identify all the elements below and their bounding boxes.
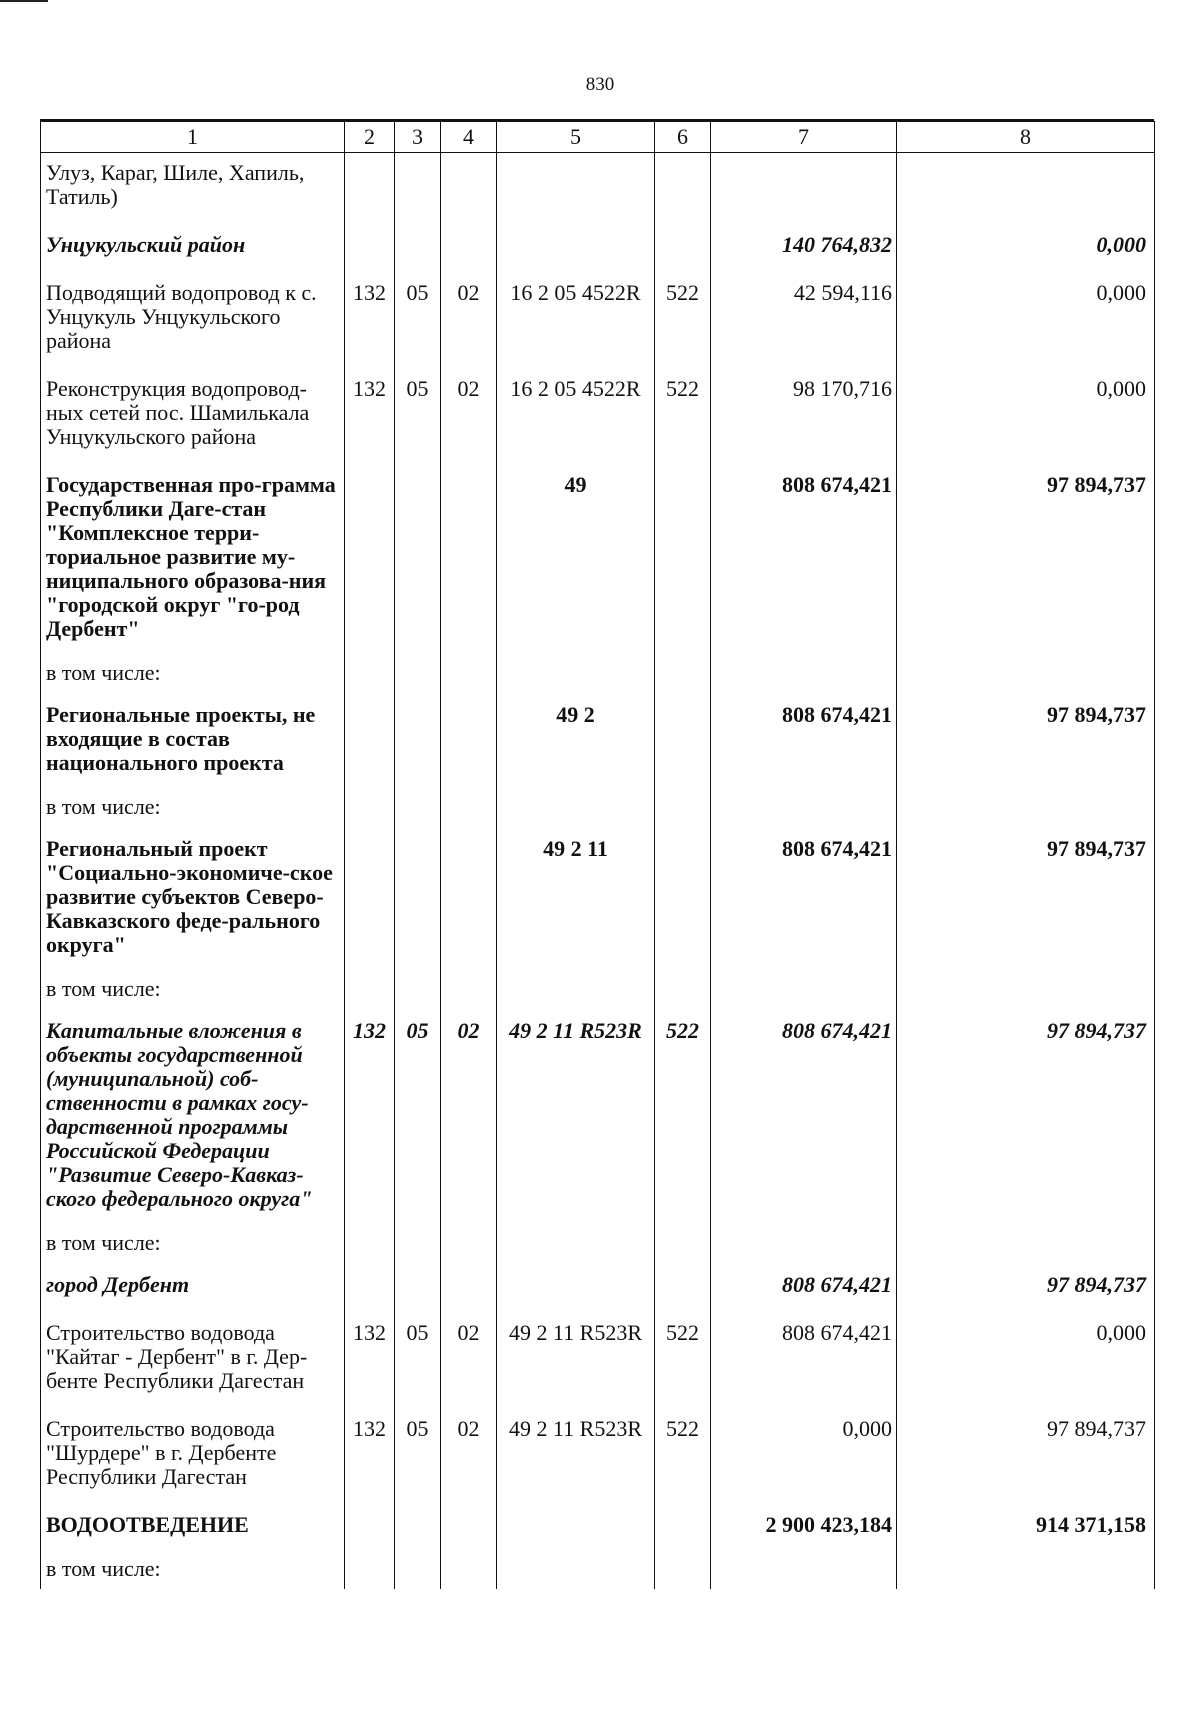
- code-section: 05: [395, 1409, 441, 1505]
- table-row: [41, 465, 1155, 657]
- code-ministry: [345, 1505, 395, 1553]
- code-expense-type: [655, 225, 711, 273]
- row-label: Реконструкция водопровод-ных сетей пос. Шамилькала Унцукульского района: [41, 369, 345, 465]
- code-target-article: 49 2 11 R523R: [497, 1313, 655, 1409]
- row-label: ВОДООТВЕДЕНИЕ: [41, 1505, 345, 1553]
- amount-col-8: 97 894,737: [897, 829, 1155, 973]
- amount-col-7: 140 764,832: [711, 225, 897, 273]
- code-ministry: 132: [345, 1409, 395, 1505]
- code-target-article: 49: [497, 465, 655, 657]
- budget-table: [40, 121, 1155, 1589]
- column-header-8: 8: [897, 122, 1155, 153]
- column-number-row: [41, 122, 1155, 153]
- code-target-article: 49 2 11 R523R: [497, 1409, 655, 1505]
- code-ministry: [345, 791, 395, 829]
- code-subsection: 02: [441, 369, 497, 465]
- code-expense-type: [655, 1553, 711, 1589]
- row-label: город Дербент: [41, 1265, 345, 1313]
- table-row: [41, 1227, 1155, 1265]
- code-subsection: 02: [441, 1409, 497, 1505]
- code-subsection: [441, 153, 497, 226]
- code-expense-type: [655, 465, 711, 657]
- amount-col-8: 0,000: [897, 273, 1155, 369]
- code-section: 05: [395, 1313, 441, 1409]
- code-section: [395, 1553, 441, 1589]
- code-subsection: [441, 1227, 497, 1265]
- code-section: [395, 465, 441, 657]
- code-subsection: 02: [441, 273, 497, 369]
- code-subsection: [441, 829, 497, 973]
- amount-col-8: 914 371,158: [897, 1505, 1155, 1553]
- code-expense-type: 522: [655, 1409, 711, 1505]
- code-subsection: [441, 1505, 497, 1553]
- row-label: Строительство водовода "Шурдере" в г. Дербенте Республики Дагестан: [41, 1409, 345, 1505]
- code-subsection: 02: [441, 1011, 497, 1227]
- amount-col-8: [897, 657, 1155, 695]
- amount-col-8: [897, 153, 1155, 226]
- code-subsection: [441, 657, 497, 695]
- row-label: Государственная про-грамма Республики Даге-стан "Комплексное терри-ториальное развитие му-ниципального образова-ния "городской округ "го-род Дербент": [41, 465, 345, 657]
- amount-col-7: [711, 973, 897, 1011]
- code-expense-type: [655, 153, 711, 226]
- table-row: [41, 695, 1155, 791]
- amount-col-8: [897, 973, 1155, 1011]
- code-expense-type: [655, 1505, 711, 1553]
- column-header-1: 1: [41, 122, 345, 153]
- row-label: Подводящий водопровод к с. Унцукуль Унцукульского района: [41, 273, 345, 369]
- code-ministry: [345, 465, 395, 657]
- code-expense-type: [655, 657, 711, 695]
- amount-col-8: [897, 1227, 1155, 1265]
- code-subsection: [441, 791, 497, 829]
- code-section: [395, 973, 441, 1011]
- code-target-article: [497, 1227, 655, 1265]
- table-row: [41, 1313, 1155, 1409]
- row-label: Строительство водовода "Кайтаг - Дербент" в г. Дер-бенте Республики Дагестан: [41, 1313, 345, 1409]
- code-section: 05: [395, 273, 441, 369]
- code-subsection: [441, 465, 497, 657]
- code-expense-type: 522: [655, 1313, 711, 1409]
- amount-col-7: [711, 1553, 897, 1589]
- code-target-article: 49 2: [497, 695, 655, 791]
- amount-col-7: [711, 153, 897, 226]
- code-target-article: 16 2 05 4522R: [497, 273, 655, 369]
- row-label: в том числе:: [41, 973, 345, 1011]
- code-target-article: [497, 1505, 655, 1553]
- table-row: [41, 1553, 1155, 1589]
- code-target-article: [497, 1553, 655, 1589]
- column-header-7: 7: [711, 122, 897, 153]
- amount-col-7: 98 170,716: [711, 369, 897, 465]
- code-ministry: 132: [345, 1313, 395, 1409]
- code-expense-type: [655, 1227, 711, 1265]
- code-expense-type: [655, 791, 711, 829]
- code-ministry: [345, 225, 395, 273]
- column-header-3: 3: [395, 122, 441, 153]
- amount-col-8: [897, 1553, 1155, 1589]
- amount-col-8: 97 894,737: [897, 1409, 1155, 1505]
- code-section: 05: [395, 1011, 441, 1227]
- code-section: [395, 1227, 441, 1265]
- column-header-5: 5: [497, 122, 655, 153]
- code-target-article: [497, 1265, 655, 1313]
- code-subsection: [441, 1553, 497, 1589]
- row-label: в том числе:: [41, 657, 345, 695]
- code-section: [395, 791, 441, 829]
- code-section: [395, 225, 441, 273]
- code-expense-type: 522: [655, 1011, 711, 1227]
- amount-col-7: [711, 1227, 897, 1265]
- code-target-article: [497, 225, 655, 273]
- row-label: Улуз, Караг, Шиле, Хапиль, Татиль): [41, 153, 345, 226]
- code-ministry: [345, 973, 395, 1011]
- code-expense-type: 522: [655, 273, 711, 369]
- code-section: [395, 1265, 441, 1313]
- amount-col-8: [897, 791, 1155, 829]
- column-header-4: 4: [441, 122, 497, 153]
- code-ministry: [345, 829, 395, 973]
- code-target-article: [497, 153, 655, 226]
- amount-col-8: 97 894,737: [897, 465, 1155, 657]
- amount-col-8: 97 894,737: [897, 1265, 1155, 1313]
- code-target-article: [497, 791, 655, 829]
- table-row: [41, 1265, 1155, 1313]
- code-section: [395, 829, 441, 973]
- amount-col-7: 808 674,421: [711, 1313, 897, 1409]
- code-target-article: 16 2 05 4522R: [497, 369, 655, 465]
- column-header-2: 2: [345, 122, 395, 153]
- table-row: [41, 657, 1155, 695]
- code-section: [395, 657, 441, 695]
- code-ministry: 132: [345, 369, 395, 465]
- code-section: [395, 153, 441, 226]
- code-subsection: [441, 1265, 497, 1313]
- code-subsection: [441, 225, 497, 273]
- code-expense-type: [655, 829, 711, 973]
- code-ministry: 132: [345, 273, 395, 369]
- code-expense-type: [655, 695, 711, 791]
- budget-table-container: [40, 121, 1154, 1589]
- code-expense-type: [655, 973, 711, 1011]
- code-ministry: [345, 695, 395, 791]
- code-section: 05: [395, 369, 441, 465]
- amount-col-7: [711, 657, 897, 695]
- table-row: [41, 369, 1155, 465]
- code-subsection: 02: [441, 1313, 497, 1409]
- code-ministry: 132: [345, 1011, 395, 1227]
- amount-col-8: 97 894,737: [897, 1011, 1155, 1227]
- code-expense-type: [655, 1265, 711, 1313]
- code-ministry: [345, 1265, 395, 1313]
- code-ministry: [345, 1227, 395, 1265]
- table-row: [41, 973, 1155, 1011]
- code-target-article: [497, 973, 655, 1011]
- table-row: [41, 225, 1155, 273]
- amount-col-8: 0,000: [897, 225, 1155, 273]
- amount-col-7: 42 594,116: [711, 273, 897, 369]
- amount-col-7: 808 674,421: [711, 1011, 897, 1227]
- code-ministry: [345, 153, 395, 226]
- code-ministry: [345, 1553, 395, 1589]
- amount-col-7: 808 674,421: [711, 695, 897, 791]
- code-subsection: [441, 695, 497, 791]
- code-section: [395, 1505, 441, 1553]
- code-subsection: [441, 973, 497, 1011]
- table-row: [41, 1505, 1155, 1553]
- code-expense-type: 522: [655, 369, 711, 465]
- table-row: [41, 791, 1155, 829]
- amount-col-8: 0,000: [897, 1313, 1155, 1409]
- amount-col-7: 0,000: [711, 1409, 897, 1505]
- row-label: в том числе:: [41, 1227, 345, 1265]
- table-body: [41, 153, 1155, 1590]
- table-row: [41, 273, 1155, 369]
- code-ministry: [345, 657, 395, 695]
- code-target-article: [497, 657, 655, 695]
- amount-col-7: 2 900 423,184: [711, 1505, 897, 1553]
- amount-col-7: 808 674,421: [711, 465, 897, 657]
- amount-col-7: 808 674,421: [711, 829, 897, 973]
- code-target-article: 49 2 11 R523R: [497, 1011, 655, 1227]
- row-label: в том числе:: [41, 791, 345, 829]
- amount-col-8: 97 894,737: [897, 695, 1155, 791]
- scan-corner-mark: [0, 0, 48, 2]
- amount-col-7: 808 674,421: [711, 1265, 897, 1313]
- table-row: [41, 153, 1155, 226]
- row-label: в том числе:: [41, 1553, 345, 1589]
- table-row: [41, 1409, 1155, 1505]
- amount-col-7: [711, 791, 897, 829]
- row-label: Унцукульский район: [41, 225, 345, 273]
- row-label: Капитальные вложения в объекты государственной (муниципальной) соб-ственности в рамках госу-дарственной программы Российской Федерации "Развитие Северо-Кавказ-ского федерального округа": [41, 1011, 345, 1227]
- code-section: [395, 695, 441, 791]
- amount-col-8: 0,000: [897, 369, 1155, 465]
- row-label: Региональный проект "Социально-экономиче-ское развитие субъектов Северо-Кавказского феде-рального округа": [41, 829, 345, 973]
- table-row: [41, 1011, 1155, 1227]
- table-row: [41, 829, 1155, 973]
- code-target-article: 49 2 11: [497, 829, 655, 973]
- page-number: 830: [585, 74, 615, 95]
- row-label: Региональные проекты, не входящие в состав национального проекта: [41, 695, 345, 791]
- column-header-6: 6: [655, 122, 711, 153]
